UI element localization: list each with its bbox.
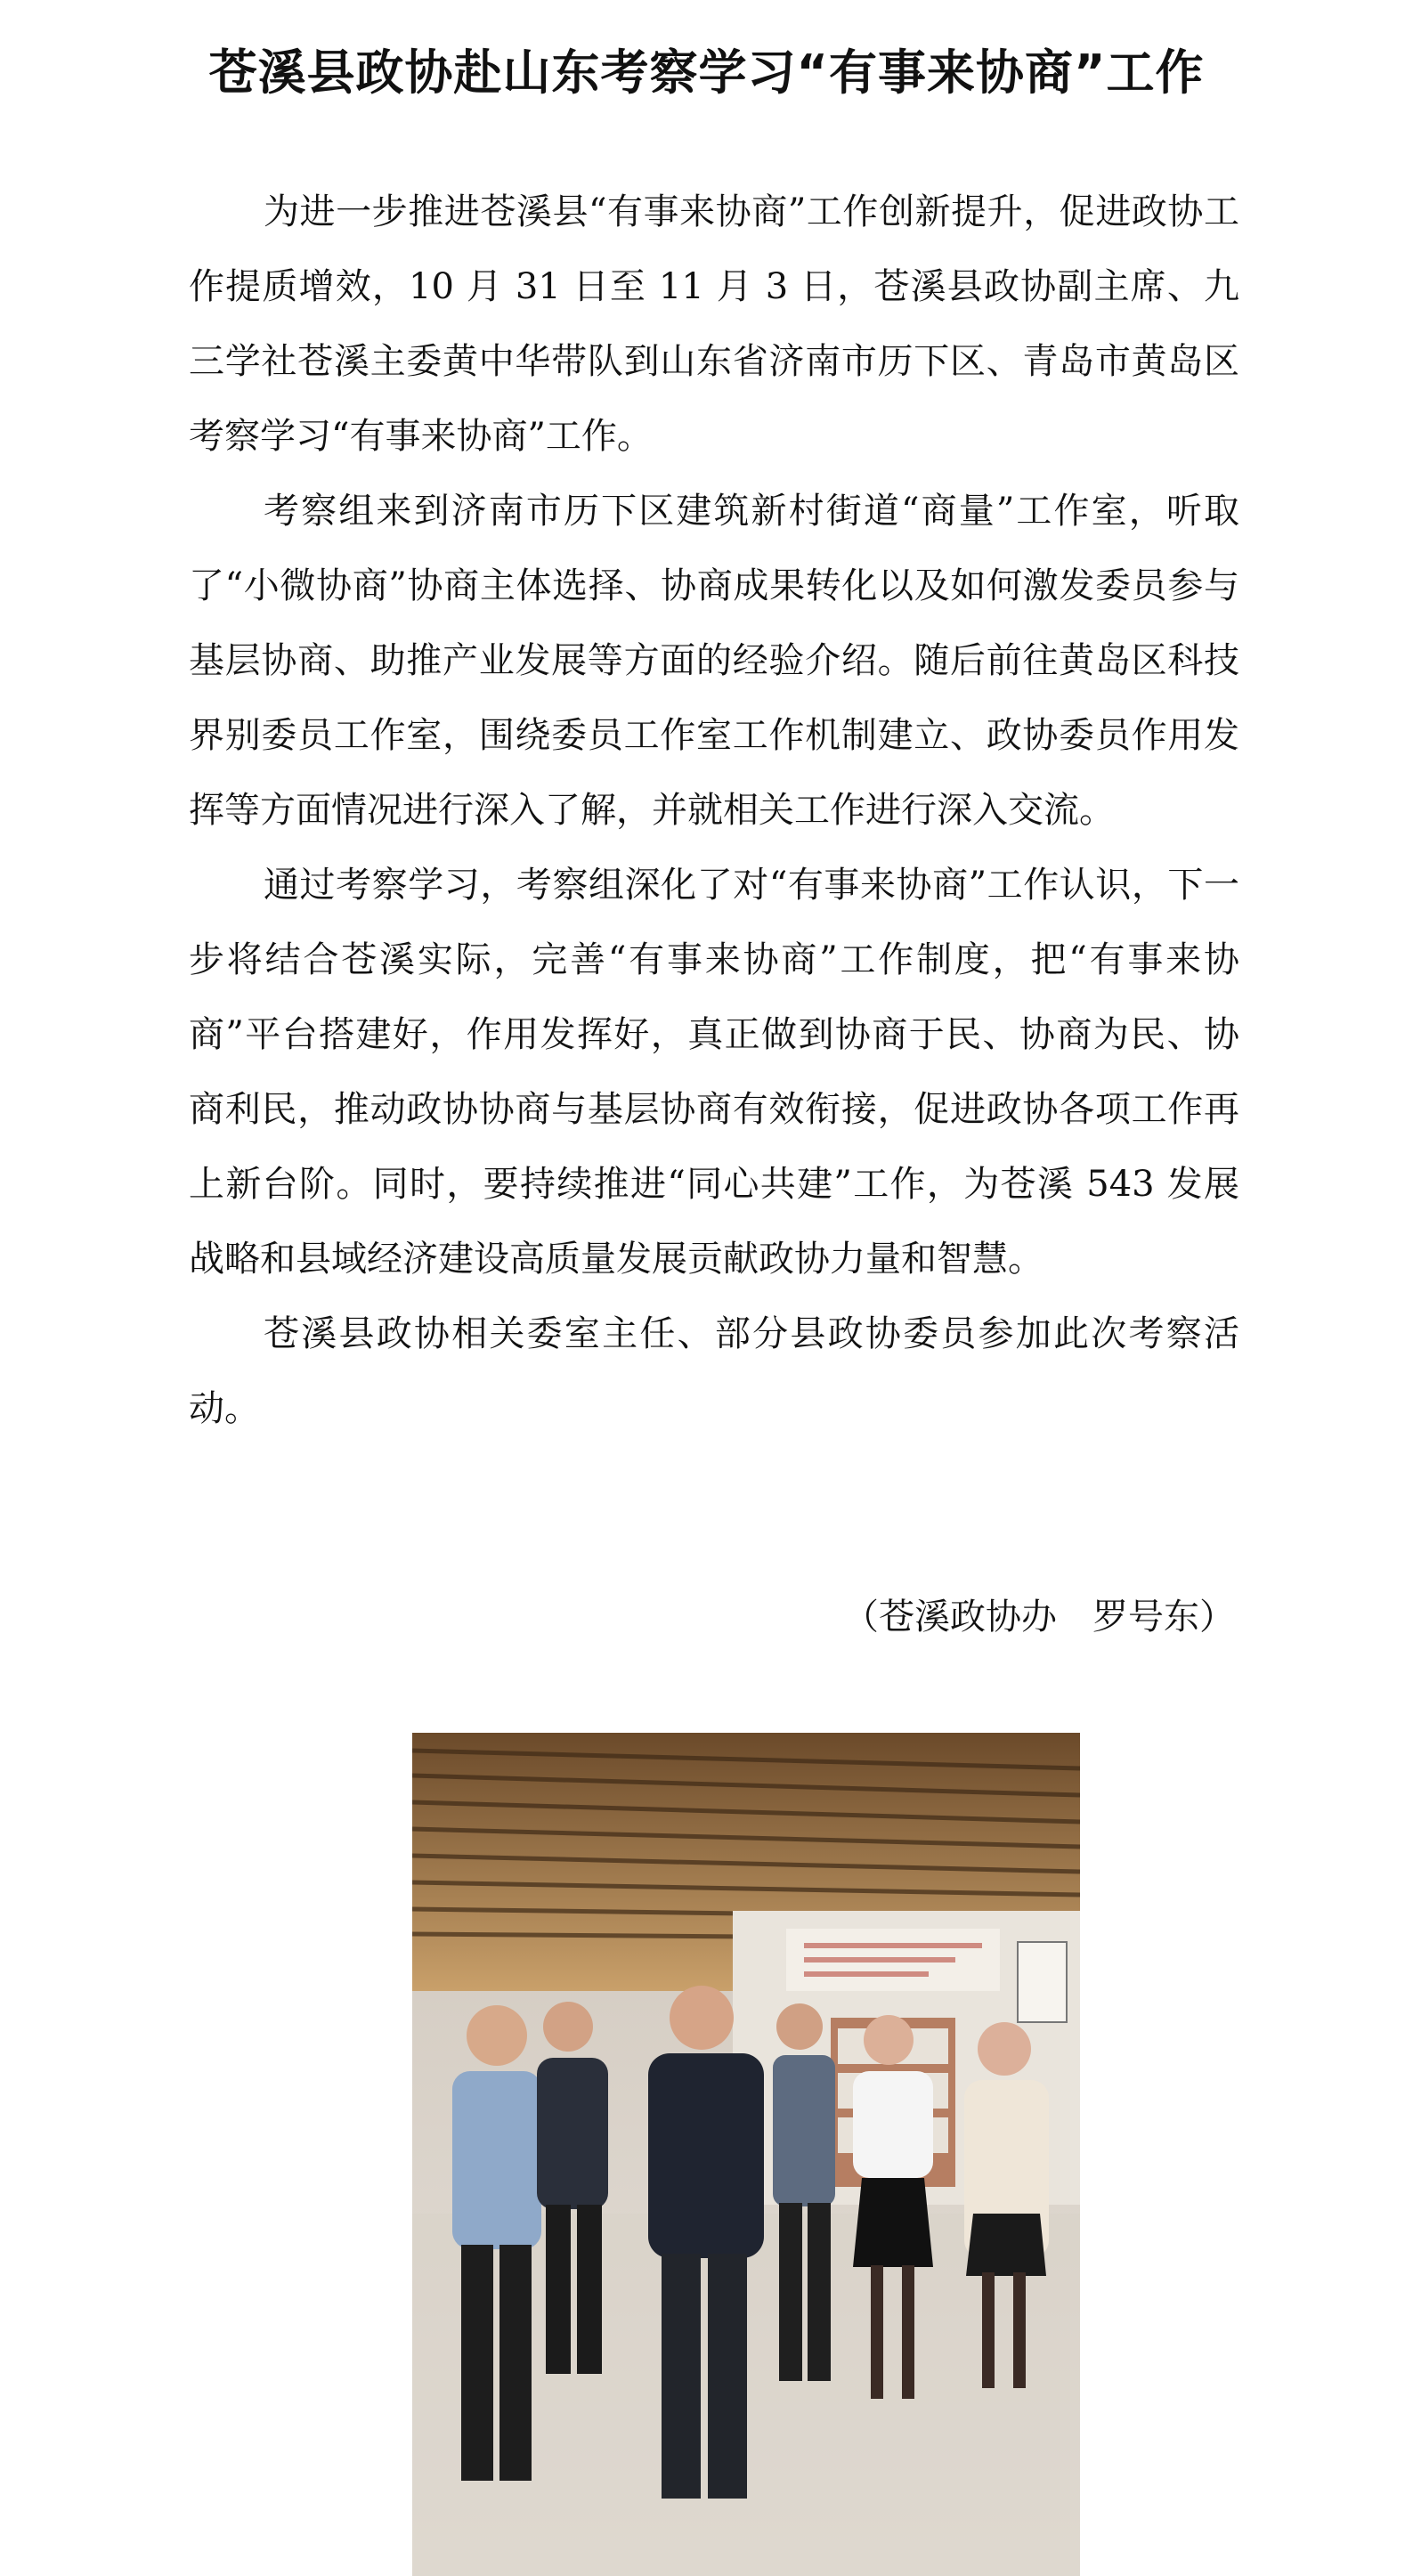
paragraph-3: 通过考察学习，考察组深化了对“有事来协商”工作认识，下一步将结合苍溪实际，完善“有事来协商”工作制度，把“有事来协商”平台搭建好，作用发挥好，真正做到协商于民、协商为民、协商利民，推动政协协商与基层协商有效衔接，促进政协各项工作再上新台阶。同时，要持续推进“同心共建”工作，为苍溪 543 发展战略和县域经济建设高质量发展贡献政协力量和智慧。 <box>189 865 1239 1280</box>
paragraph-1: 为进一步推进苍溪县“有事来协商”工作创新提升，促进政协工作提质增效，10 月 31 日至 11 月 3 日，苍溪县政协副主席、九三学社苍溪主委黄中华带队到山东省济南市历下区、青岛市黄岛区考察学习“有事来协商”工作。 <box>189 191 1239 457</box>
article-body <box>189 175 1239 1446</box>
inspection-photo <box>412 1733 1080 2576</box>
paragraph-2: 考察组来到济南市历下区建筑新村街道“商量”工作室，听取了“小微协商”协商主体选择、协商成果转化以及如何激发委员参与基层协商、助推产业发展等方面的经验介绍。随后前往黄岛区科技界别委员工作室，围绕委员工作室工作机制建立、政协委员作用发挥等方面情况进行深入了解，并就相关工作进行深入交流。 <box>189 491 1239 831</box>
author-signature: （苍溪政协办 罗号东） <box>843 1597 1235 1637</box>
article-title: 苍溪县政协赴山东考察学习“有事来协商”工作 <box>208 45 1205 102</box>
paragraph-4: 苍溪县政协相关委室主任、部分县政协委员参加此次考察活动。 <box>189 1313 1239 1429</box>
